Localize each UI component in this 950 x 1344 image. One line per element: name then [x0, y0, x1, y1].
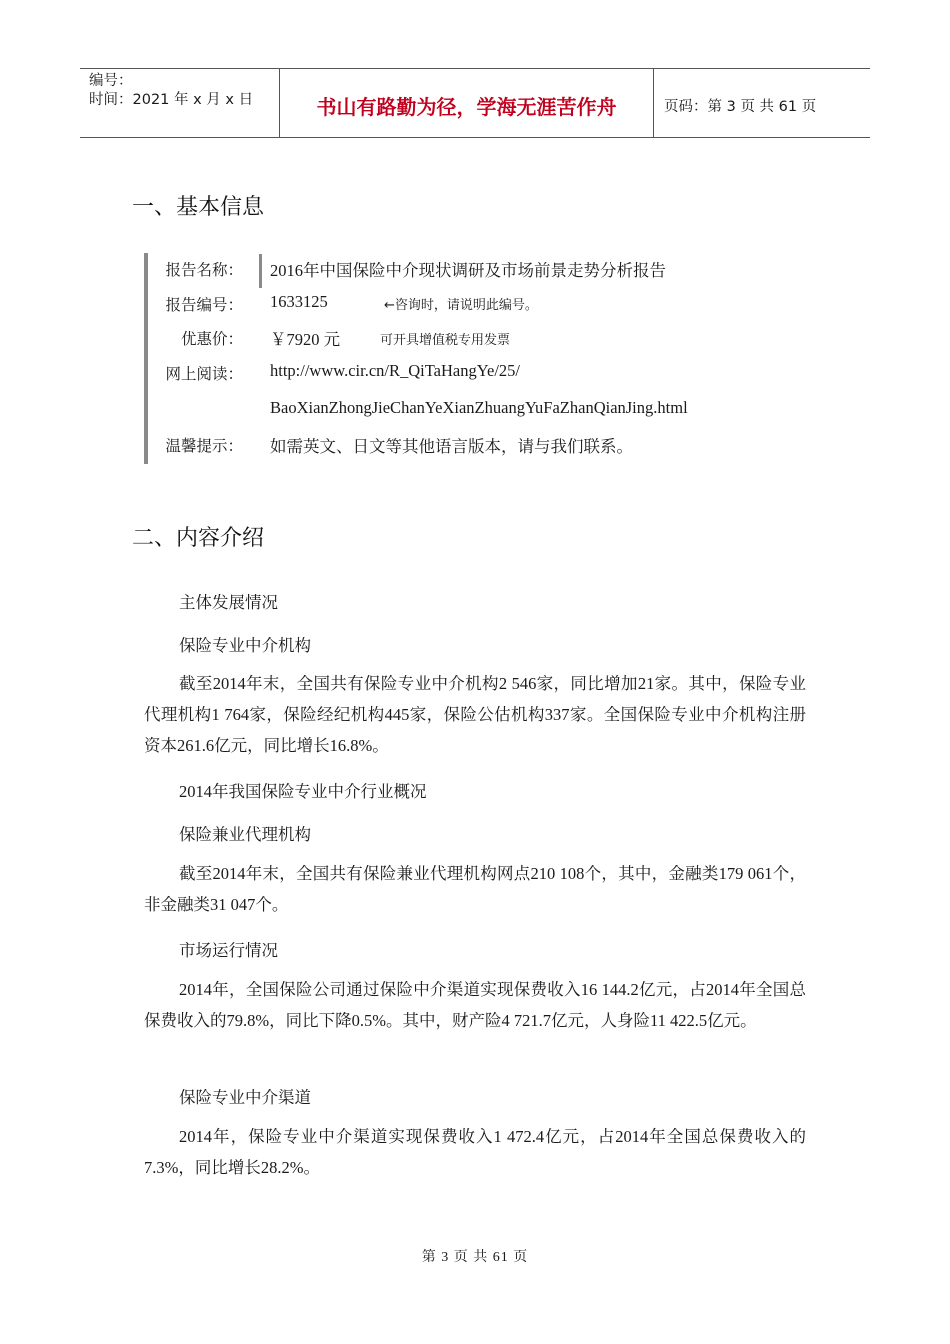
- online-read-link[interactable]: http://www.cir.cn/R_QiTaHangYe/25/: [270, 361, 520, 380]
- number-label: 编号：: [89, 73, 133, 89]
- report-code-value: 1633125: [270, 292, 328, 311]
- page-header: [80, 68, 870, 138]
- section-title-content: 二、内容介绍: [132, 526, 265, 551]
- report-code-label: 报告编号：: [165, 296, 243, 314]
- subheading-part-time-agencies: 保险兼业代理机构: [179, 825, 311, 844]
- online-read-label: 网上阅读：: [165, 365, 243, 383]
- info-left-bar: [144, 253, 148, 464]
- subheading-professional-agencies: 保险专业中介机构: [179, 636, 311, 655]
- report-name-label: 报告名称：: [165, 261, 243, 279]
- subheading-industry-overview: 2014年我国保险专业中介行业概况: [179, 782, 427, 801]
- header-page-code: 页码：第 3 页 共 61 页: [664, 98, 817, 115]
- time-label: 时间：2021 年 x 月 x 日: [89, 92, 254, 108]
- header-meta: [80, 69, 280, 137]
- info-label-marker: [259, 254, 262, 288]
- tip-value: 如需英文、日文等其他语言版本，请与我们联系。: [270, 437, 633, 456]
- subheading-market-operation: 市场运行情况: [179, 941, 278, 960]
- paragraph-market-operation: 2014年，全国保险公司通过保险中介渠道实现保费收入16 144.2亿元，占2014年全国总保费收入的79.8%，同比下降0.5%。其中，财产险4 721.7亿元，人身险11 422.5亿元。: [144, 980, 806, 1030]
- report-code-note: ←咨询时，请说明此编号。: [384, 298, 538, 313]
- section-title-basic-info: 一、基本信息: [132, 195, 265, 220]
- report-name-value: 2016年中国保险中介现状调研及市场前景走势分析报告: [270, 261, 666, 280]
- subheading-main-development: 主体发展情况: [179, 593, 278, 612]
- header-motto: 书山有路勤为径，学海无涯苦作舟: [280, 69, 654, 137]
- tip-label: 温馨提示：: [165, 437, 243, 455]
- price-value: ￥7920 元: [270, 330, 341, 349]
- price-label: 优惠价：: [180, 330, 243, 348]
- online-read-link-cont[interactable]: BaoXianZhongJieChanYeXianZhuangYuFaZhanQianJing.html: [270, 398, 688, 417]
- subheading-professional-channel: 保险专业中介渠道: [179, 1088, 311, 1107]
- paragraph-agencies: 截至2014年末，全国共有保险专业中介机构2 546家，同比增加21家。其中，保险专业代理机构1 764家，保险经纪机构445家，保险公估机构337家。全国保险专业中介机构注册资本261.6亿元，同比增长16.8%。: [144, 674, 806, 755]
- page-footer: 第 3 页 共 61 页: [421, 1250, 529, 1265]
- paragraph-professional-channel: 2014年，保险专业中介渠道实现保费收入1 472.4亿元，占2014年全国总保费收入的7.3%，同比增长28.2%。: [144, 1127, 806, 1177]
- paragraph-part-time-agencies: 截至2014年末，全国共有保险兼业代理机构网点210 108个，其中，金融类179 061个，非金融类31 047个。: [144, 864, 806, 914]
- invoice-note: 可开具增值税专用发票: [380, 333, 511, 348]
